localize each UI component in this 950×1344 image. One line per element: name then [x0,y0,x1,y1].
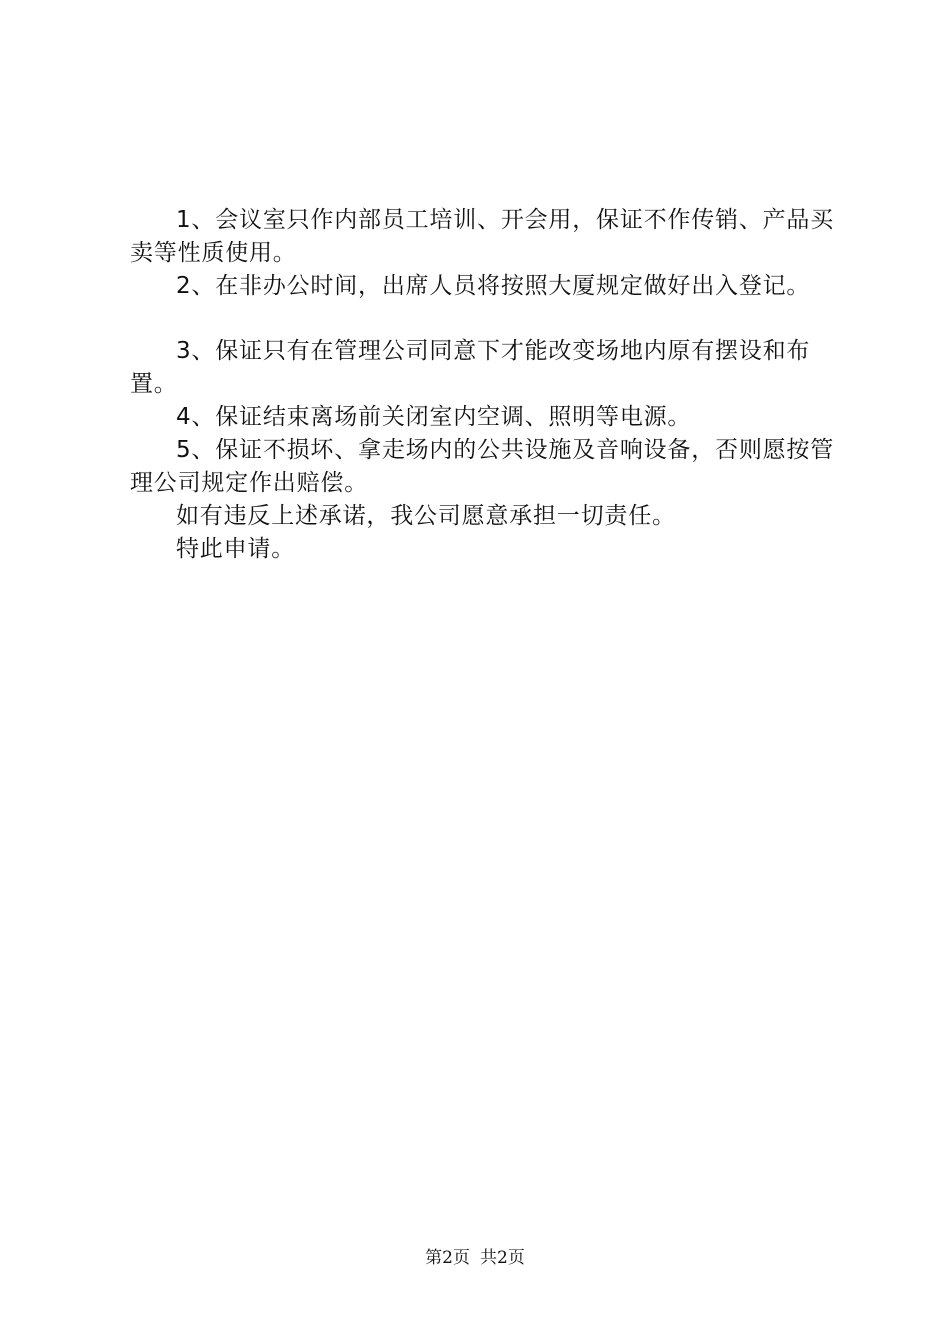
document-body [130,204,840,566]
paragraph-item-3: 3、保证只有在管理公司同意下才能改变场地内原有摆设和布置。 [130,338,811,397]
page-footer [0,1243,950,1268]
paragraph-closing: 特此申请。 [176,536,295,562]
paragraph-item-1: 1、会议室只作内部员工培训、开会用，保证不作传销、产品买卖等性质使用。 [130,207,835,266]
page-total: 共2页 [480,1248,525,1268]
page-number: 第2页 [425,1248,470,1268]
paragraph-item-4: 4、保证结束离场前关闭室内空调、照明等电源。 [176,404,692,430]
paragraph-item-2: 2、在非办公时间，出席人员将按照大厦规定做好出入登记。 [176,273,811,299]
paragraph-item-5: 5、保证不损坏、拿走场内的公共设施及音响设备，否则愿按管理公司规定作出赔偿。 [130,437,835,496]
paragraph-commitment: 如有违反上述承诺，我公司愿意承担一切责任。 [176,503,676,529]
